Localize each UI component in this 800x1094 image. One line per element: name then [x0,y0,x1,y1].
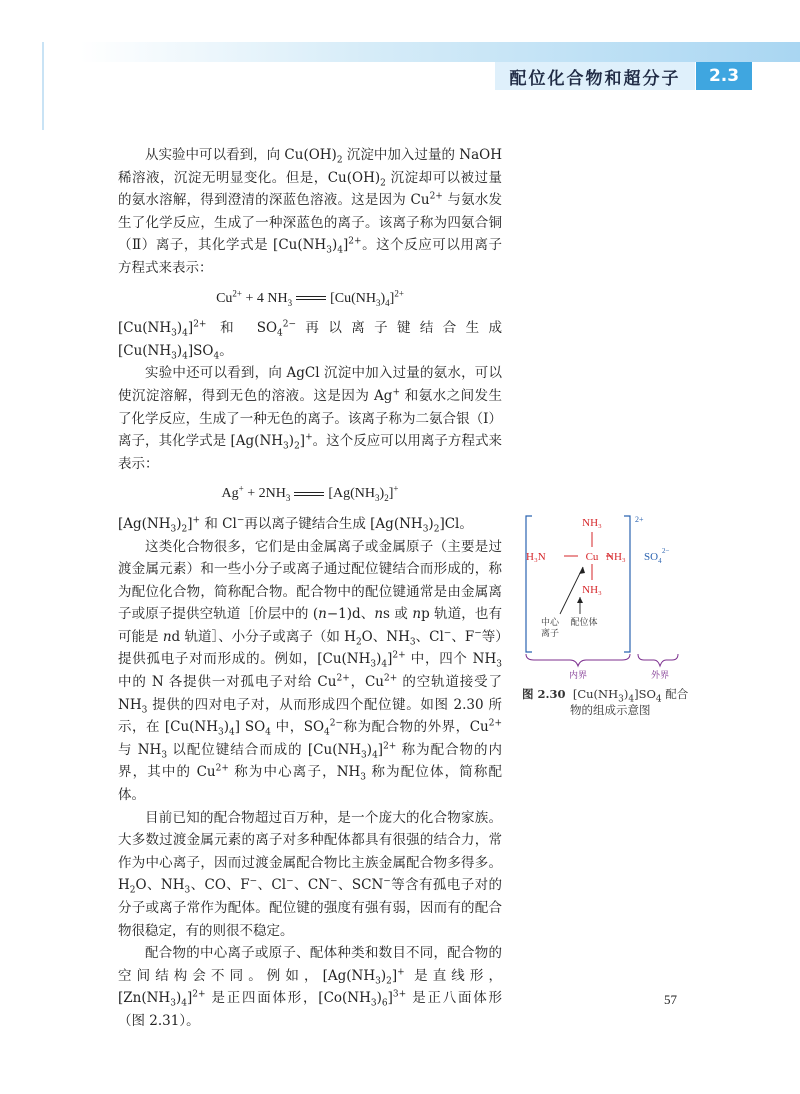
outer-sphere-brace [638,654,678,666]
right-bracket [624,516,630,652]
ligand-bottom: NH₃ [582,584,602,596]
section-number: 2.3 [696,62,752,90]
arrow-head-ligand [577,597,583,603]
body-text [118,144,502,1033]
counter-ion-charge: 2− [662,547,670,555]
paragraph-4: 目前已知的配合物超过百万种，是一个庞大的化合物家族。大多数过渡金属元素的离子对多种配体都具有很强的结合力，常作为中心离子，因而过渡金属配合物比主族金属配合物多得多。$H_2O$、$NH_3$、CO、F−、Cl−、CN−、SCN−等含有孤电子对的分子或离子常作为配体。配位键的强度有强有弱，因而有的配合物很稳定，有的则很不稳定。 [118,809,503,939]
caption-line-2: 物的组成示意图 [570,703,651,717]
label-outer-sphere: 外界 [650,670,670,680]
center-ion-arrow [560,567,583,614]
label-inner-sphere: 内界 [568,670,588,680]
ligand-top: NH₃ [582,517,602,529]
label-ligand: 配位体 [570,617,598,627]
ligand-left: H₃N [526,551,546,563]
page-number: 57 [664,992,677,1007]
paragraph-1: 从实验中可以看到，向 $Cu(OH)_2$ 沉淀中加入过量的 NaOH 稀溶液，沉淀无明显变化。但是，$Cu(OH)_2$ 沉淀却可以被过量的氨水溶解，得到澄清的深蓝色溶液。这是因为 $Cu^{2+}$ 与氨水发生了化学反应，生成了一种深蓝色的离子。该离子称为四氨合铜（Ⅱ）离子，其化学式是 $[Cu(NH_3)_4]^{2+}$。这个反应可以用离子方程式来表示： [118,147,502,276]
copper-sulfate-line: $[Cu(NH_3)_4]^{2+}$ 和 $SO_4^{2-}$再以离子键结合生成 $[Cu(NH_3)_4]SO_4$。 [118,319,503,362]
ligand-right: NH₃ [606,551,626,563]
inner-sphere-brace [526,654,630,666]
equal-sign [296,296,326,300]
chapter-title: 配位化合物和超分子 [495,62,695,90]
header-band [80,42,800,62]
paragraph-5: 配合物的中心离子或原子、配体种类和数目不同，配合物的空间结构会不同。例如，$[Ag(NH_3)_2]^+$ 是直线形，$[Zn(NH_3)_4]^{2+}$ 是正四面体形，$[Co(NH_3)_6]^{3+}$ 是正八面体形（图 2.31）。 [118,945,502,1029]
figure-caption [522,686,692,718]
header-divider [42,42,44,130]
silver-chloride-line: $[Ag(NH_3)_2]^+$ 和 Cl−再以离子键结合生成 $[Ag(NH_3)_2]Cl$。 [118,515,473,535]
complex-structure-diagram [520,512,680,692]
counter-ion: $SO_4$ [644,551,662,565]
paragraph-2: 实验中还可以看到，向 AgCl 沉淀中加入过量的氨水，可以使沉淀溶解，得到无色的溶液。这是因为 Ag+ 和氨水之间发生了化学反应，生成了一种无色的离子。该离子称为二氨合银（Ⅰ）离子，其化学式是 $[Ag(NH_3)_2]^+$。这个反应可以用离子方程式来表示： [118,365,502,472]
paragraph-3: 这类化合物很多，它们是由金属离子或金属原子（主要是过渡金属元素）和一些小分子或离子通过配位键结合而形成的，称为配位化合物，简称配合物。配合物中的配位键通常是由金属离子或原子提供空轨道［价层中的 (n−1)d、ns 或 np 轨道，也有可能是 nd 轨道］、小分子或离子（如 $H_2O$、$NH_3$、Cl−、F−等）提供孤电子对而形成的。例如，$[Cu(NH_3)_4]^{2+}$ 中，四个 $NH_3$ 中的 N 各提供一对孤电子对给 $Cu^{2+}$，$Cu^{2+}$ 的空轨道接受了 $NH_3$ 提供的四对电子对，从而形成四个配位键。如图 2.30 所示，在 $[Cu(NH_3)_4]$ $SO_4$ 中，$SO_4^{2-}$称为配合物的外界，$Cu^{2+}$ 与 $NH_3$ 以配位键结合而成的 $[Cu(NH_3)_4]^{2+}$ 称为配合物的内界，其中的 $Cu^{2+}$ 称为中心离子，$NH_3$ 称为配位体，简称配体。 [118,538,503,804]
central-ion: Cu [585,551,599,563]
caption-line-1: 图 2.30 $[Cu(NH_3)_4]SO_4$ 配合 [522,687,689,705]
label-center-line1: 中心 [540,617,560,627]
equation-silver: $Ag^+ + 2NH_3$ $[Ag(NH_3)_2]^+$ [221,483,399,504]
left-bracket [526,516,532,652]
complex-charge: 2+ [635,515,644,524]
equation-copper: $Cu^{2+} + 4$ $NH_3$ $[Cu(NH_3)_4]^{2+}$ [216,287,404,308]
label-center-line2: 离子 [540,628,560,638]
equal-sign [294,492,324,496]
